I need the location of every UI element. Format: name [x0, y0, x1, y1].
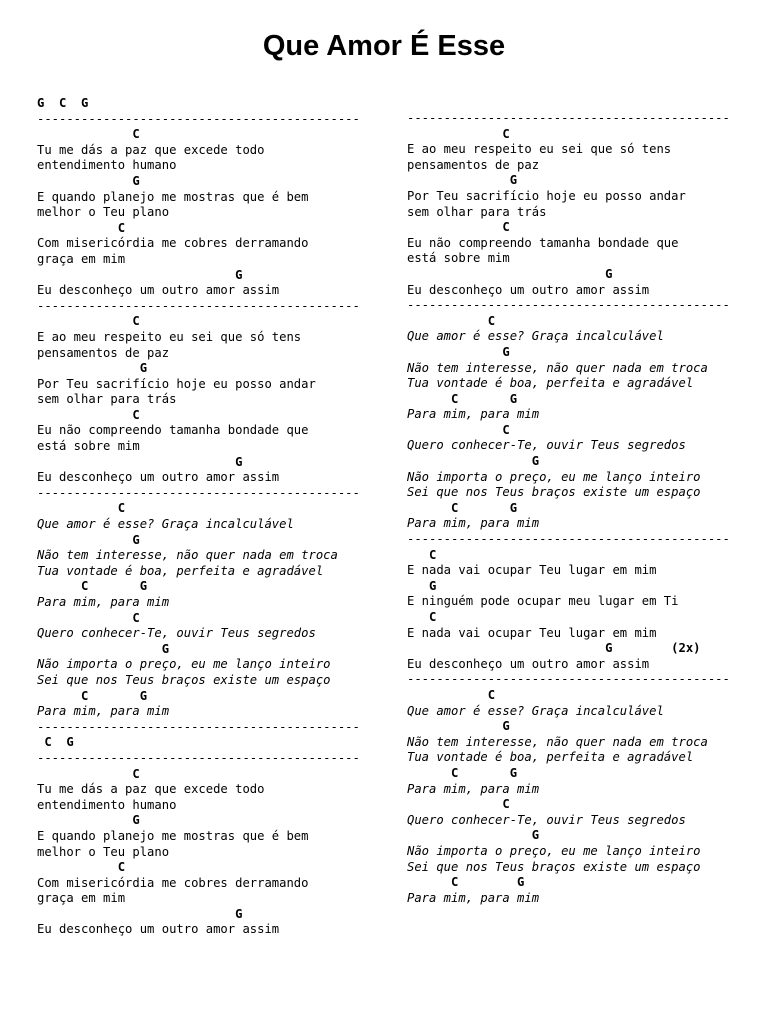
- chorus-line: Não importa o preço, eu me lanço inteiro: [37, 657, 331, 672]
- chorus-line: Que amor é esse? Graça incalculável: [407, 703, 664, 718]
- chord-line: G: [37, 906, 243, 921]
- chord-line: G: [407, 454, 540, 469]
- lyric-line: E nada vai ocupar Teu lugar em mim: [407, 563, 657, 578]
- separator-line: --------------------------------------------: [407, 111, 730, 125]
- chorus-line: Tua vontade é boa, perfeita e agradável: [37, 563, 324, 578]
- separator-line: --------------------------------------------: [407, 532, 730, 547]
- chord-line: C: [37, 314, 140, 329]
- chorus-line: Para mim, para mim: [37, 595, 170, 609]
- lyric-line: Eu não compreendo tamanha bondade que: [37, 423, 309, 438]
- chord-line: G (2x): [407, 641, 701, 656]
- chorus-line: Quero conhecer-Te, ouvir Teus segredos: [407, 438, 686, 453]
- lyric-line: graça em mim: [37, 251, 126, 266]
- lyric-line: Eu desconheço um outro amor assim: [37, 922, 280, 937]
- lyric-line: E ao meu respeito eu sei que só tens: [37, 329, 302, 344]
- lyric-line: sem olhar para trás: [37, 392, 177, 407]
- chord-line: G: [407, 173, 518, 188]
- song-title: Que Amor É Esse: [262, 30, 506, 62]
- chord-line: C: [407, 797, 510, 812]
- chord-line: G: [37, 641, 170, 656]
- chord-line: C: [407, 126, 510, 141]
- chorus-line: Sei que nos Teus braços existe um espaço: [37, 672, 331, 687]
- chorus-line: Sei que nos Teus braços existe um espaço: [407, 859, 701, 874]
- chord-line: C: [37, 127, 140, 142]
- chorus-line: Para mim, para mim: [407, 407, 540, 422]
- lyric-line: Com misericórdia me cobres derramando: [37, 236, 309, 251]
- lyric-line: Eu desconheço um outro amor assim: [407, 282, 650, 297]
- chorus-line: Para mim, para mim: [407, 781, 540, 796]
- chord-line: G C G: [37, 96, 89, 110]
- chord-line: C: [37, 766, 140, 781]
- separator-line: --------------------------------------------: [37, 298, 360, 313]
- chorus-line: Quero conhecer-Te, ouvir Teus segredos: [37, 626, 316, 641]
- chorus-line: Sei que nos Teus braços existe um espaço: [407, 485, 701, 500]
- lyric-line: Com misericórdia me cobres derramando: [37, 875, 309, 890]
- chorus-line: Não importa o preço, eu me lanço inteiro: [407, 469, 701, 484]
- chorus-line: Quero conhecer-Te, ouvir Teus segredos: [407, 812, 686, 827]
- separator-line: --------------------------------------------: [37, 485, 360, 500]
- chorus-line: Tua vontade é boa, perfeita e agradável: [407, 750, 694, 765]
- lyric-line: pensamentos de paz: [37, 345, 170, 360]
- lyric-line: graça em mim: [37, 891, 126, 906]
- chorus-line: Para mim, para mim: [407, 516, 540, 531]
- chord-line: C G: [407, 875, 525, 890]
- lyric-line: Tu me dás a paz que excede todo: [37, 142, 265, 157]
- lyric-line: E ninguém pode ocupar meu lugar em Ti: [407, 594, 679, 609]
- chord-line: C: [407, 220, 510, 235]
- lyric-line: Tu me dás a paz que excede todo: [37, 782, 265, 797]
- lyric-line: E quando planejo me mostras que é bem: [37, 828, 309, 843]
- lyric-line: E nada vai ocupar Teu lugar em mim: [407, 625, 657, 640]
- lyric-line: melhor o Teu plano: [37, 844, 170, 859]
- chord-line: C: [37, 610, 140, 625]
- chord-line: C: [37, 860, 126, 875]
- lyric-line: E quando planejo me mostras que é bem: [37, 189, 309, 204]
- separator-line: --------------------------------------------: [37, 750, 360, 765]
- chord-line: C G: [37, 735, 74, 750]
- lyric-line: Eu não compreendo tamanha bondade que: [407, 235, 679, 250]
- chorus-line: Não tem interesse, não quer nada em troca: [37, 548, 338, 563]
- chord-line: C G: [407, 500, 518, 515]
- lyric-line: Eu desconheço um outro amor assim: [407, 656, 650, 671]
- lyric-line: Eu desconheço um outro amor assim: [37, 470, 280, 485]
- chorus-line: Tua vontade é boa, perfeita e agradável: [407, 376, 694, 391]
- chord-line: C: [407, 313, 496, 328]
- chord-line: G: [37, 813, 140, 828]
- chord-line: C G: [407, 765, 518, 780]
- chord-line: C: [407, 687, 496, 702]
- lyric-line: Eu desconheço um outro amor assim: [37, 283, 280, 298]
- chorus-line: Não tem interesse, não quer nada em troca: [407, 734, 708, 749]
- lyric-line: entendimento humano: [37, 158, 177, 173]
- chord-line: G: [407, 828, 540, 843]
- separator-line: --------------------------------------------: [407, 298, 730, 313]
- lyric-line: pensamentos de paz: [407, 157, 540, 172]
- separator-line: --------------------------------------------: [407, 672, 730, 687]
- lyric-line: melhor o Teu plano: [37, 205, 170, 220]
- lyric-line: Por Teu sacrifício hoje eu posso andar: [407, 188, 686, 203]
- chord-line: C: [37, 407, 140, 422]
- left-column: [37, 96, 367, 938]
- chorus-line: Que amor é esse? Graça incalculável: [37, 517, 294, 532]
- chord-line: G: [37, 532, 140, 547]
- separator-line: --------------------------------------------: [37, 111, 360, 126]
- right-column: [407, 111, 737, 906]
- chord-line: C G: [407, 391, 518, 406]
- chord-line: G: [37, 361, 148, 376]
- chorus-line: Para mim, para mim: [407, 890, 540, 905]
- lyric-line: entendimento humano: [37, 797, 177, 812]
- chorus-line: Não importa o preço, eu me lanço inteiro: [407, 843, 701, 858]
- chord-line: C G: [37, 579, 148, 594]
- chord-line: G: [407, 719, 510, 734]
- lyric-line: Por Teu sacrifício hoje eu posso andar: [37, 376, 316, 391]
- chord-line: G: [37, 267, 243, 282]
- chord-line: C: [407, 547, 437, 562]
- chord-line: C: [407, 610, 437, 624]
- chord-line: G: [407, 266, 613, 281]
- separator-line: --------------------------------------------: [37, 719, 360, 734]
- chord-line: G: [37, 454, 243, 469]
- lyric-line: está sobre mim: [37, 439, 140, 454]
- chord-line: C G: [37, 688, 148, 703]
- lyric-line: sem olhar para trás: [407, 204, 547, 219]
- chord-line: C: [37, 501, 126, 516]
- chord-line: C: [407, 422, 510, 437]
- chord-line: C: [37, 220, 126, 235]
- chorus-line: Para mim, para mim: [37, 704, 170, 719]
- lyric-line: E ao meu respeito eu sei que só tens: [407, 142, 672, 157]
- chord-line: G: [407, 578, 437, 593]
- lyric-line: está sobre mim: [407, 251, 510, 266]
- chorus-line: Que amor é esse? Graça incalculável: [407, 329, 664, 344]
- chord-line: G: [37, 173, 140, 188]
- chorus-line: Não tem interesse, não quer nada em troca: [407, 360, 708, 375]
- chord-line: G: [407, 344, 510, 359]
